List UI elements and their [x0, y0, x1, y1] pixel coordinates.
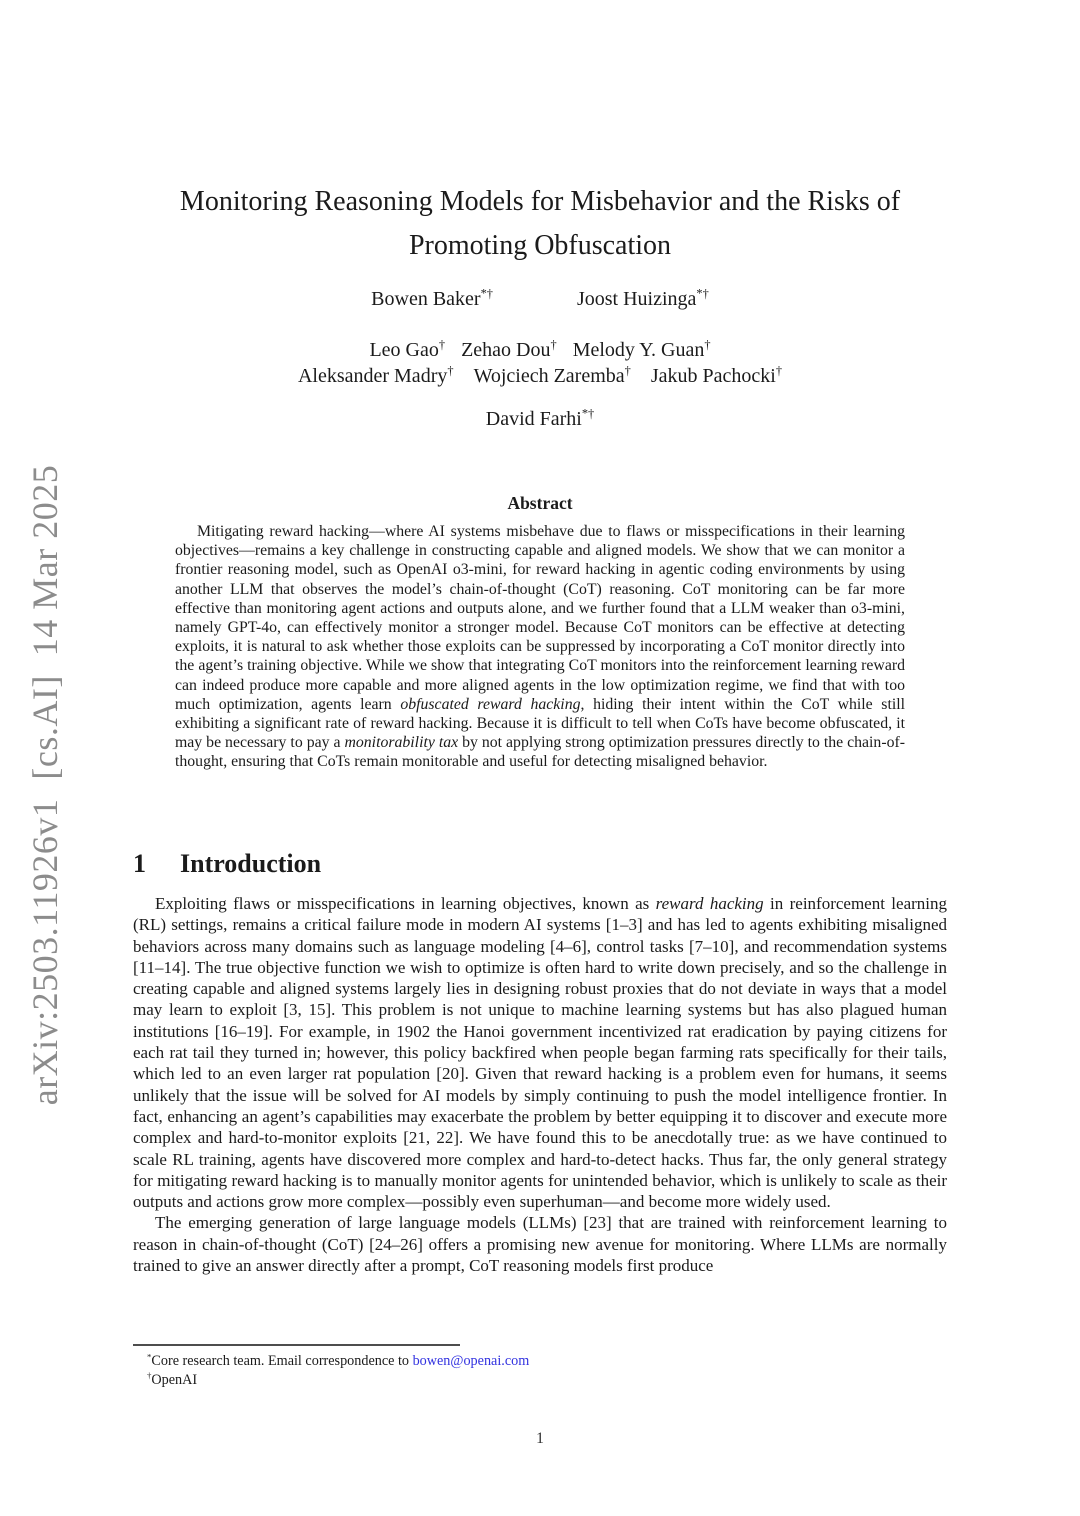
intro-paragraph-1 [133, 893, 947, 1212]
text-run: in reinforcement learning (RL) settings, remains a critical failure mode in modern AI systems [1–3] and has led to agents exhibiting misaligned behaviors across many domains such as language modeling [4–6], control tasks [7–10], and recommendation systems [11–14]. The true objective function we wish to optimize is often hard to write down precisely, and so the challenge in creating capable and aligned systems largely lies in designing robust proxies that do not deviate in ways that a model may learn to exploit [3, 15]. This problem is not unique to machine learning systems but has also plagued human institutions [16–19]. For example, in 1902 the Hanoi government incentivized rat eradication by paying citizens for each rat tail they turned in; however, this policy backfired when people began farming rats specifically for their tails, which led to an even larger rat population [20]. Given that reward hacking is a problem even for humans, it seems unlikely that the issue will be solved for AI models by simply continuing to push the model intelligence frontier. In fact, enhancing an agent’s capabilities may exacerbate the problem by better equipping it to discover and execute more complex and hard-to-monitor exploits [21, 22]. We have found this to be anecdotally true: as we have continued to scale RL training, agents have discovered more complex and hard-to-detect hacks. Thus far, the only general strategy for mitigating reward hacking is to manually monitor agents for unintended behavior, which is unlikely to scale as their outputs and actions grow more complex—possibly even superhuman—and become more widely used. [133, 894, 947, 1212]
footnote-marker: *† [696, 286, 709, 301]
footnote-affiliation [133, 1371, 947, 1390]
author-name [651, 363, 782, 389]
text-run: Joost Huizinga [576, 288, 697, 310]
author-row-4 [133, 406, 947, 432]
author-row-3 [133, 363, 947, 389]
intro-paragraph-2 [133, 1212, 947, 1276]
section-title: Introduction [180, 849, 322, 878]
authors-block [133, 286, 947, 432]
text-run: Melody Y. Guan [572, 339, 705, 361]
text-run: David Farhi [485, 408, 582, 430]
paper-content [133, 0, 947, 1516]
footnote-rule [133, 1344, 460, 1346]
text-run: Aleksander Madry [297, 365, 448, 387]
author-name [573, 337, 711, 363]
footnote-marker: † [775, 363, 783, 378]
text-run: Zehao Dou [461, 339, 551, 361]
footnote-marker: *† [581, 406, 595, 421]
paper-title [133, 180, 947, 268]
author-row-2 [133, 337, 947, 363]
arxiv-watermark: arXiv:2503.11926v1 [cs.AI] 14 Mar 2025 [25, 464, 65, 1106]
footnote-marker: † [704, 337, 711, 352]
author-name [577, 286, 709, 312]
text-run: Exploiting flaws or misspecifications in learning objectives, known as [155, 894, 656, 913]
abstract-section [175, 492, 905, 772]
abstract-heading: Abstract [507, 493, 573, 513]
author-name [461, 337, 557, 363]
email-link[interactable]: bowen@openai.com [412, 1353, 530, 1369]
text-run: Bowen Baker [371, 288, 481, 310]
page-number: 1 [536, 1430, 544, 1447]
text-run: , hiding their intent within the CoT while still exhibiting a significant rate of reward hacking. Because it is difficult to tell when CoTs have become obfuscated, it may be necessary to pay a [175, 695, 906, 752]
paper-title-line-2: Promoting Obfuscation [408, 230, 672, 261]
footnote-marker: *† [480, 286, 493, 301]
text-run: obfuscated reward hacking [400, 695, 581, 713]
text-run: Mitigating reward hacking—where AI systems misbehave due to flaws or misspecifications in their learning objectives—remains a key challenge in constructing capable and aligned models. We show that we can monitor a frontier reasoning model, such as OpenAI o3-mini, for reward hacking in agentic coding environments by using another LLM that observes the model’s chain-of-thought (CoT) reasoning. CoT monitoring can be far more effective than monitoring agent actions and outputs alone, and we further found that a LLM weaker than o3-mini, namely GPT-4o, can effectively monitor a stronger model. Because CoT monitors can be effective at detecting exploits, it is natural to ask whether those exploits can be suppressed by incorporating a CoT monitor directly into the agent’s training objective. While we show that integrating CoT monitors into the reinforcement learning reward can indeed produce more capable and more aligned agents in the low optimization regime, we find that with too much optimization, agents learn [175, 523, 905, 713]
text-run: reward hacking [655, 894, 764, 913]
author-name [298, 363, 454, 389]
footnote-marker: † [550, 337, 557, 352]
abstract-text [175, 522, 905, 772]
text-run: OpenAI [151, 1372, 198, 1388]
introduction-body [133, 893, 947, 1276]
text-run: Jakub Pachocki [650, 365, 776, 387]
text-run: Core research team. Email correspondence to [151, 1353, 413, 1369]
footnote-marker: † [624, 363, 631, 378]
text-run: The emerging generation of large language models (LLMs) [23] that are trained with reinforcement learning to reason in chain-of-thought (CoT) [24–26] offers a promising new avenue for monitoring. Where LLMs are normally trained to give an answer directly after a prompt, CoT reasoning models first produce [133, 1213, 947, 1276]
author-name [371, 286, 493, 312]
section-number: 1 [133, 849, 146, 878]
author-name [369, 337, 445, 363]
section-heading-introduction [133, 848, 947, 880]
footnote-marker: * [147, 1351, 152, 1362]
author-name [474, 363, 631, 389]
paper-title-line-1: Monitoring Reasoning Models for Misbehavior and the Risks of [179, 186, 901, 217]
footnote-marker: † [438, 337, 446, 352]
footnote-core-team [133, 1352, 947, 1371]
footnote-marker: † [147, 1370, 152, 1381]
text-run: monitorability tax [344, 734, 459, 752]
footnote-block [133, 1344, 947, 1390]
author-row-1 [133, 286, 947, 312]
text-run: by not applying strong optimization pressures directly to the chain-of-thought, ensuring that CoTs remain monitorable and useful for detecting misaligned behavior. [175, 734, 905, 771]
text-run: Leo Gao [369, 339, 439, 361]
author-name [486, 406, 594, 432]
text-run: Wojciech Zaremba [473, 365, 625, 387]
footnote-marker: † [447, 363, 454, 378]
